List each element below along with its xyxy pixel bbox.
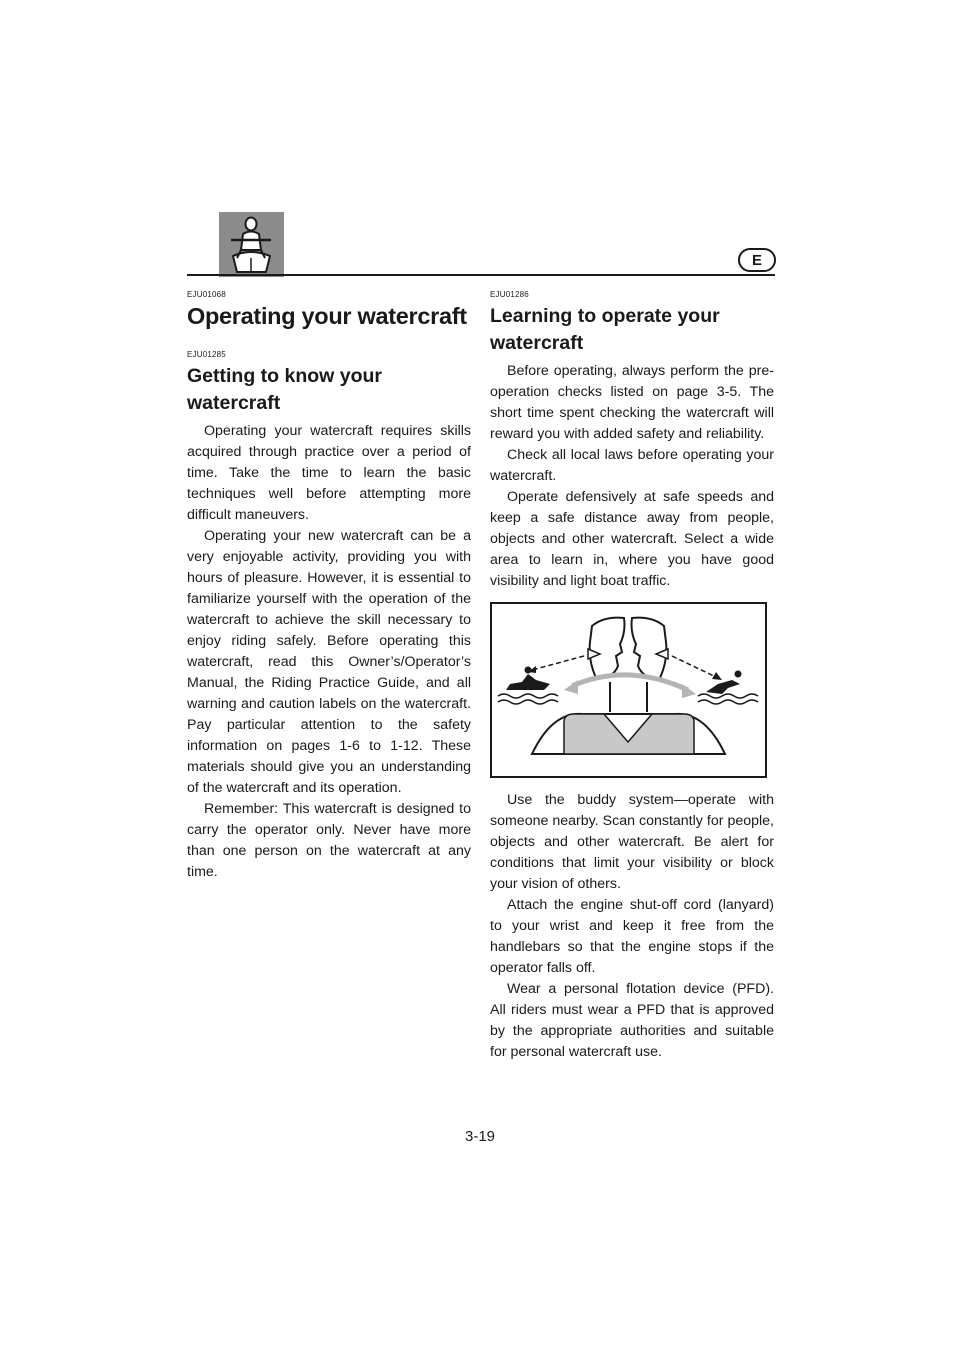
section-title: Learning to operate your watercraft (490, 305, 720, 354)
paragraph: Operate defensively at safe speeds and keep a safe distance away from people, objects and other watercraft. Select a wide area to learn in, where you have good visibility and light boat traffic. (490, 489, 774, 589)
page-number: 3-19 (464, 1128, 496, 1145)
paragraph: Before operating, always perform the pre-operation checks listed on page 3-5. The short time spent checking the watercraft will reward you with added safety and reliability. (490, 363, 774, 442)
chapter-title: Operating your watercraft (187, 303, 467, 329)
left-column (187, 290, 471, 883)
paragraph: Check all local laws before operating your watercraft. (490, 447, 774, 484)
header-rule (187, 274, 775, 276)
language-badge: E (738, 248, 776, 272)
right-column (490, 290, 774, 1063)
section-body-continued (490, 790, 774, 1063)
paragraph: Operating your new watercraft can be a very enjoyable activity, providing you with hours of pleasure. However, it is essential to familiarize yourself with the operation of the watercraft to achieve the skill necessary to enjoy riding safely. Before operating this watercraft, read this Owner’s/Operator’s Manual, the Riding Practice Guide, and all warning and caution labels on the watercraft. Pay particular attention to the safety information on pages 1-6 to 1-12. These materials should give you an understanding of the watercraft and its operation. (187, 528, 471, 796)
section-body (490, 361, 774, 592)
paragraph: Attach the engine shut-off cord (lanyard) to your wrist and keep it free from the handlebars so that the engine stops if the operator falls off. (490, 897, 774, 976)
paragraph: Wear a personal flotation device (PFD). All riders must wear a PFD that is approved by the appropriate authorities and suitable for personal watercraft use. (490, 981, 774, 1060)
section-code: EJU01286 (490, 290, 529, 299)
watercraft-rider-icon (219, 212, 284, 277)
section-code: EJU01285 (187, 350, 226, 359)
operator-scanning-surroundings-illustration (490, 602, 767, 778)
paragraph: Remember: This watercraft is designed to carry the operator only. Never have more than one person on the watercraft at any time. (187, 801, 471, 880)
section-title: Getting to know your watercraft (187, 365, 382, 414)
section-body (187, 421, 471, 883)
paragraph: Use the buddy system—operate with someone nearby. Scan constantly for people, objects and other watercraft. Be alert for conditions that limit your visibility or block your vision of others. (490, 792, 774, 892)
chapter-code: EJU01068 (187, 290, 226, 299)
paragraph: Operating your watercraft requires skills acquired through practice over a period of time. Take the time to learn the basic techniques well before attempting more difficult maneuvers. (187, 423, 471, 523)
